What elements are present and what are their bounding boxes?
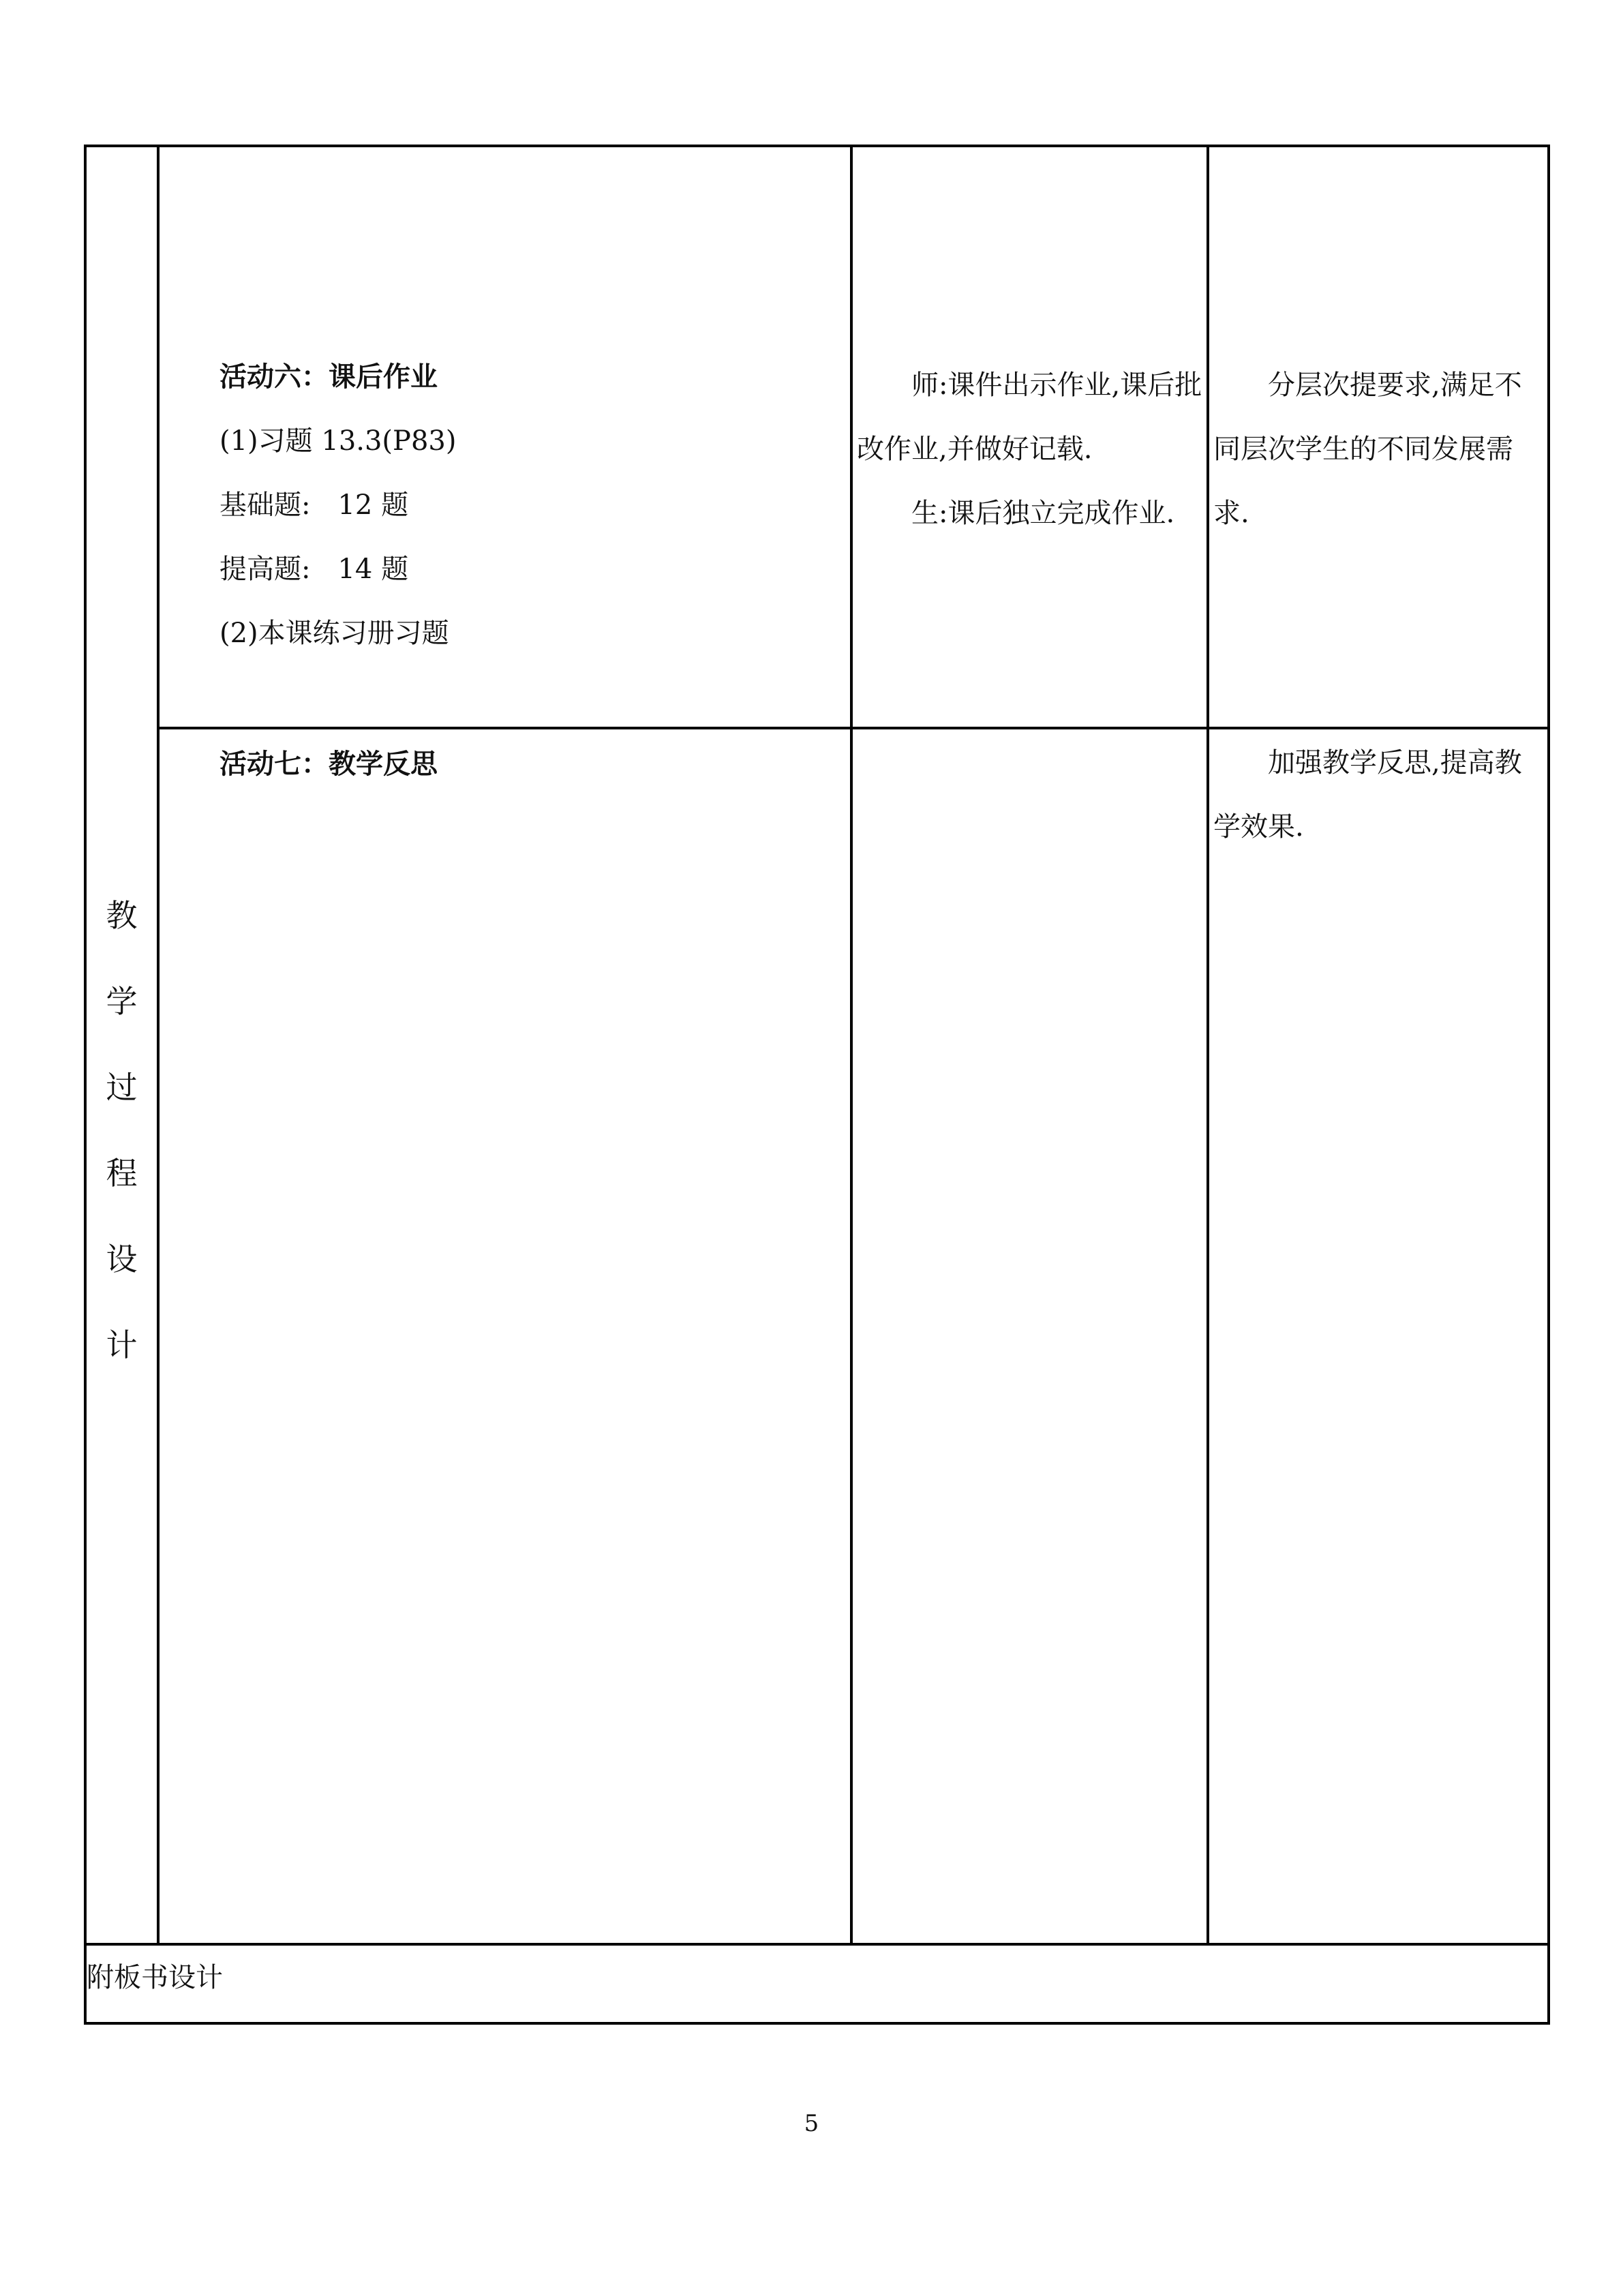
activity-6-teacher-paragraph-1: 师:课件出示作业,课后批改作业,并做好记载. [857,369,1202,465]
board-design-cell [85,1944,1549,2023]
activity-6-line-1: (1)习题 13.3(P83) [219,425,457,457]
board-design-label: 附板书设计 [87,1962,223,1993]
table-row-board-design [85,1944,1549,2023]
table-row-activity-6 [85,146,1549,728]
activity-6-title: 活动六：课后作业 [219,361,438,393]
side-label: 教学过程设计 [106,897,138,1363]
activity-6-intent-cell [1208,146,1549,728]
activity-6-line-4: (2)本课练习册习题 [219,618,449,649]
side-label-cell [85,146,158,1944]
activity-6-intent: 分层次提要求,满足不同层次学生的不同发展需求. [1213,369,1522,529]
activity-6-line-2: 基础题: 12 题 [219,489,409,521]
activity-6-line-3: 提高题: 14 题 [219,554,409,585]
activity-6-content-cell [158,146,851,728]
activity-7-teacher-cell [851,728,1208,1944]
activity-7-content-cell [158,728,851,1944]
activity-7-title: 活动七：教学反思 [219,749,438,780]
table-row-activity-7 [85,728,1549,1944]
activity-6-teacher-cell [851,146,1208,728]
page-number: 5 [804,2110,819,2137]
activity-6-student-paragraph: 生:课后独立完成作业. [911,498,1175,529]
activity-7-intent: 加强教学反思,提高教学效果. [1213,747,1522,843]
activity-7-intent-cell [1208,728,1549,1944]
lesson-plan-table [84,145,1550,2025]
